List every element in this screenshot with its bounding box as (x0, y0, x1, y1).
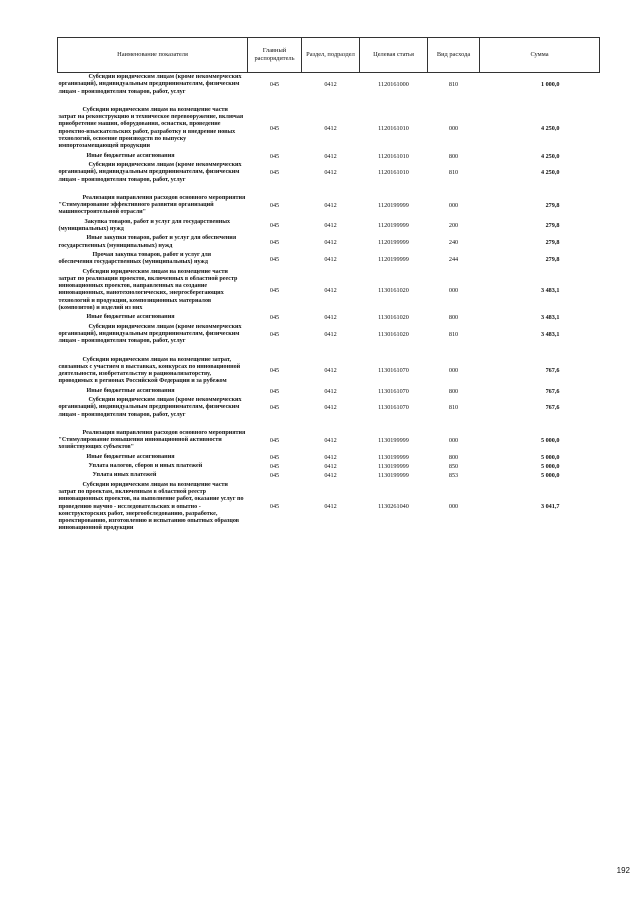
indicator-name-cell (58, 313, 248, 322)
table-row (58, 356, 600, 387)
table-row (58, 481, 600, 534)
table-row (58, 234, 600, 251)
vr-cell: 000 (448, 503, 459, 511)
cs-cell: 1130161020 (378, 330, 409, 338)
sum-cell: 3 483,1 (540, 286, 560, 294)
gr-cell: 045 (269, 238, 280, 246)
gr-cell: 045 (269, 81, 280, 89)
cs-cell: 1130261040 (378, 503, 409, 511)
table-row (58, 194, 600, 218)
sum-cell: 5 000,0 (540, 437, 560, 445)
rz-cell: 0412 (324, 367, 337, 375)
table-row (58, 313, 600, 322)
indicator-name-cell (58, 471, 248, 480)
table-row (58, 471, 600, 480)
sum-cell: 4 250,0 (540, 125, 560, 133)
indicator-name: Субсидии юридическим лицам на возмещение части затрат на реконструкцию и техническое перевооружение, включая приобретение машин, оборудования, оснастки, проведение проектно-изыскательских работ, разработку и внедрение новых технологий, освоение производств по выпуску импортозамещающей продукции (58, 106, 244, 150)
header-row (58, 38, 600, 73)
indicator-name: Субсидии юридическим лицам (кроме некоммерческих организаций), индивидуальным предпринимателям, физическим лицам - производителям товаров, работ, услуг (58, 161, 242, 183)
table-row (58, 251, 600, 268)
sum-cell: 3 041,7 (540, 503, 560, 511)
rz-cell: 0412 (324, 503, 337, 511)
vr-cell: 853 (448, 472, 459, 480)
gr-cell: 045 (269, 222, 280, 230)
gr-cell: 045 (269, 453, 280, 461)
table-row (58, 152, 600, 161)
table-header (58, 38, 600, 73)
gr-cell: 045 (269, 472, 280, 480)
indicator-name-cell (58, 387, 248, 396)
rz-cell: 0412 (324, 222, 337, 230)
row-spacer (58, 185, 600, 194)
table-row (58, 323, 600, 347)
vr-cell: 810 (448, 330, 459, 338)
indicator-name-cell (58, 396, 248, 420)
sum-cell: 3 483,1 (540, 330, 560, 338)
row-spacer (58, 420, 600, 429)
indicator-name-cell (58, 323, 248, 347)
indicator-name-cell (58, 152, 248, 161)
rz-cell: 0412 (324, 169, 337, 177)
sum-cell: 279,8 (545, 238, 560, 246)
indicator-name: Субсидии юридическим лицам (кроме некоммерческих организаций), индивидуальным предпринимателям, физическим лицам - производителям товаров, работ, услуг (58, 396, 242, 418)
sum-cell: 4 250,0 (540, 152, 560, 160)
indicator-name-cell (58, 161, 248, 185)
vr-cell: 000 (448, 286, 459, 294)
rz-cell: 0412 (324, 125, 337, 133)
indicator-name: Иные закупки товаров, работ и услуг для обеспечения государственных (муниципальных) нужд (58, 235, 237, 249)
table-row (58, 396, 600, 420)
indicator-name: Субсидии юридическим лицам (кроме некоммерческих организаций), индивидуальным предпринимателям, физическим лицам - производителям товаров, работ, услуг (58, 323, 242, 345)
table-row (58, 387, 600, 396)
table-row (58, 268, 600, 314)
vr-cell: 800 (448, 314, 459, 322)
indicator-name: Иные бюджетные ассигнования (86, 152, 175, 159)
cs-cell: 1120161010 (378, 152, 409, 160)
rz-cell: 0412 (324, 202, 337, 210)
table-row (58, 462, 600, 471)
sum-cell: 767,6 (545, 404, 560, 412)
sum-cell: 4 250,0 (540, 169, 560, 177)
indicator-name: Уплата иных платежей (92, 472, 157, 479)
sum-cell: 279,8 (545, 202, 560, 210)
vr-cell: 000 (448, 125, 459, 133)
indicator-name: Иные бюджетные ассигнования (86, 453, 175, 460)
indicator-name-cell (58, 453, 248, 462)
cs-cell: 1130199999 (378, 463, 409, 470)
gr-cell: 045 (269, 437, 280, 445)
budget-table (57, 37, 600, 534)
indicator-name-cell (58, 251, 248, 268)
cs-cell: 1120199999 (378, 202, 409, 210)
vr-cell: 200 (448, 222, 459, 230)
indicator-name: Иные бюджетные ассигнования (86, 387, 175, 394)
indicator-name: Уплата налогов, сборов и иных платежей (88, 463, 203, 470)
indicator-name: Субсидии юридическим лицам на возмещение части затрат по реализации проектов, включенных в областной реестр инновационных проектов, направленных на создание инновационных, нанотехнологических, энергосберегающих технологий и продукции, композиционных материалов (композитов) и изделий из них (58, 268, 238, 312)
rz-cell: 0412 (324, 472, 337, 480)
cs-cell: 1120161000 (378, 81, 409, 89)
indicator-name-cell (58, 462, 248, 471)
cs-cell: 1130161020 (378, 286, 409, 294)
vr-cell: 810 (448, 169, 459, 177)
col-gr-header: Главный распорядитель (248, 38, 302, 73)
sum-cell: 1 000,0 (540, 81, 560, 89)
rz-cell: 0412 (324, 152, 337, 160)
rz-cell: 0412 (324, 387, 337, 395)
sum-cell: 767,6 (545, 387, 560, 395)
table-row (58, 161, 600, 185)
rz-cell: 0412 (324, 81, 337, 89)
gr-cell: 045 (269, 387, 280, 395)
spacer-cell (58, 420, 600, 429)
indicator-name-cell (58, 106, 248, 152)
rz-cell: 0412 (324, 330, 337, 338)
col-cs-header: Целевая статья (360, 38, 428, 73)
rz-cell: 0412 (324, 255, 337, 263)
vr-cell: 240 (448, 238, 459, 246)
sum-cell: 5 000,0 (540, 472, 560, 480)
indicator-name-cell (58, 234, 248, 251)
cs-cell: 1130161070 (378, 387, 409, 395)
spacer-cell (58, 97, 600, 106)
indicator-name-cell (58, 429, 248, 453)
gr-cell: 045 (269, 314, 280, 322)
sum-cell: 3 483,1 (540, 314, 560, 322)
gr-cell: 045 (269, 152, 280, 160)
rz-cell: 0412 (324, 404, 337, 412)
gr-cell: 045 (269, 202, 280, 210)
cs-cell: 1130199999 (378, 453, 409, 461)
table-row (58, 453, 600, 462)
gr-cell: 045 (269, 367, 280, 375)
sum-cell: 279,8 (545, 222, 560, 230)
vr-cell: 810 (448, 81, 459, 89)
vr-cell: 850 (448, 463, 459, 470)
sum-cell: 279,8 (545, 255, 560, 263)
indicator-name: Субсидии юридическим лицам (кроме некоммерческих организаций), индивидуальным предпринимателям, физическим лицам - производителям товаров, работ, услуг (58, 74, 242, 95)
cs-cell: 1130199999 (378, 437, 409, 445)
col-vr-header: Вид расхода (428, 38, 480, 73)
cs-cell: 1130161020 (378, 314, 409, 322)
indicator-name: Реализация направления расходов основного мероприятия "Стимулирование эффективного развития организаций машиностроительной отрасли" (58, 194, 246, 216)
row-spacer (58, 97, 600, 106)
gr-cell: 045 (269, 330, 280, 338)
indicator-name-cell (58, 356, 248, 387)
rz-cell: 0412 (324, 286, 337, 294)
gr-cell: 045 (269, 286, 280, 294)
gr-cell: 045 (269, 503, 280, 511)
indicator-name-cell (58, 194, 248, 218)
sum-cell: 767,6 (545, 367, 560, 375)
vr-cell: 000 (448, 367, 459, 375)
table-row (58, 73, 600, 97)
vr-cell: 810 (448, 404, 459, 412)
cs-cell: 1120199999 (378, 255, 409, 263)
vr-cell: 244 (448, 255, 459, 263)
rz-cell: 0412 (324, 453, 337, 461)
indicator-name: Прочая закупка товаров, работ и услуг для обеспечения государственных (муниципальных) нужд (58, 251, 212, 266)
gr-cell: 045 (269, 463, 280, 470)
col-sum-header: Сумма (480, 38, 600, 73)
col-rz-header: Раздел, подраздел (302, 38, 360, 73)
cs-cell: 1120161010 (378, 125, 409, 133)
indicator-name: Закупка товаров, работ и услуг для государственных (муниципальных) нужд (58, 218, 231, 233)
indicator-name: Субсидии юридическим лицам на возмещение затрат, связанных с участием в выставках, конкурсах по инновационной деятельности, изобретательству и рационализаторству, проводимых в регионах Российской Федерации и за рубежом (58, 356, 241, 385)
vr-cell: 800 (448, 152, 459, 160)
vr-cell: 800 (448, 453, 459, 461)
sum-cell: 5 000,0 (540, 463, 560, 470)
table-row (58, 429, 600, 453)
cs-cell: 1130161070 (378, 367, 409, 375)
indicator-name: Субсидии юридическим лицам на возмещение части затрат по проектам, включенным в областной реестр инновационных проектов, на выполнение работ, оказание услуг по проведению научно - исследовательских и опытно - конструкторских работ, энергообследованию, разработке, проектированию, изготовлению и испытанию опытных образцов инновационной продукции (58, 481, 244, 532)
gr-cell: 045 (269, 404, 280, 412)
rz-cell: 0412 (324, 314, 337, 322)
table-row (58, 218, 600, 235)
vr-cell: 000 (448, 202, 459, 210)
cs-cell: 1120161010 (378, 169, 409, 177)
row-spacer (58, 347, 600, 356)
indicator-name: Реализация направления расходов основного мероприятия "Стимулирование повышения инновационной активности хозяйствующих субъектов" (58, 429, 246, 451)
table-body (58, 73, 600, 534)
cs-cell: 1120199999 (378, 222, 409, 230)
indicator-name-cell (58, 481, 248, 534)
gr-cell: 045 (269, 125, 280, 133)
rz-cell: 0412 (324, 463, 337, 470)
gr-cell: 045 (269, 255, 280, 263)
cs-cell: 1130199999 (378, 472, 409, 480)
spacer-cell (58, 347, 600, 356)
spacer-cell (58, 185, 600, 194)
rz-cell: 0412 (324, 437, 337, 445)
cs-cell: 1130161070 (378, 404, 409, 412)
rz-cell: 0412 (324, 238, 337, 246)
page-number: 192 (616, 866, 630, 875)
sum-cell: 5 000,0 (540, 453, 560, 461)
indicator-name-cell (58, 73, 248, 97)
indicator-name-cell (58, 268, 248, 314)
vr-cell: 800 (448, 387, 459, 395)
vr-cell: 000 (448, 437, 459, 445)
indicator-name-cell (58, 218, 248, 235)
col-name-header: Наименование показателя (58, 38, 248, 73)
table-row (58, 106, 600, 152)
indicator-name: Иные бюджетные ассигнования (86, 314, 175, 321)
gr-cell: 045 (269, 169, 280, 177)
cs-cell: 1120199999 (378, 238, 409, 246)
